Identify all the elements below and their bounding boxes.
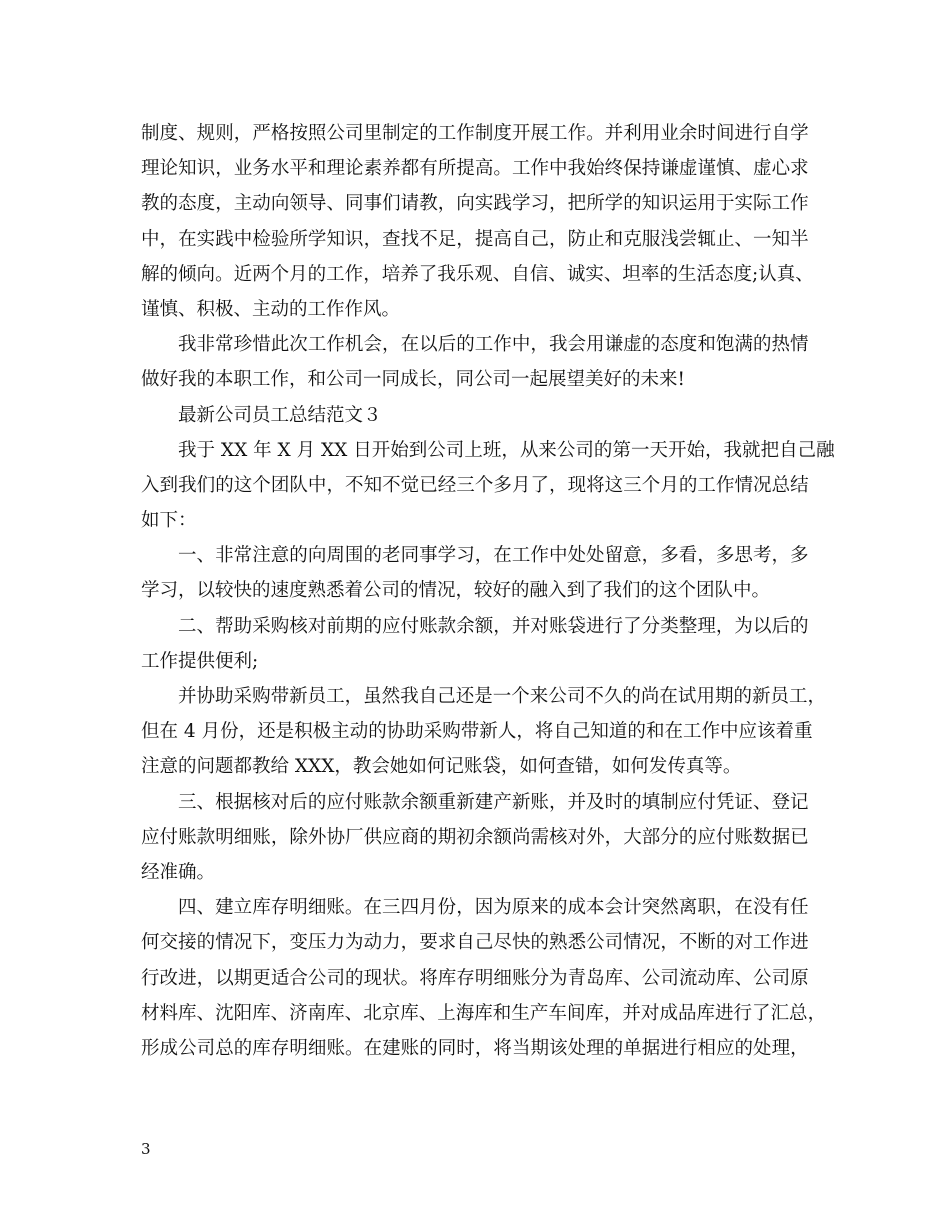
text-line: 教 的 态 度 ， 主 动 向 领 导 、 同 事 们 请 教 ， 向 实 践 学 习 ， 把 所 学 的 知 识 运 用 于 实 际 工 作 (141, 193, 809, 215)
page-number: 3 (141, 1140, 151, 1158)
text-line: 理 论 知 识 ， 业 务 水 平 和 理 论 素 养 都 有 所 提 高 。 工 作 中 我 始 终 保 持 谦 虚 谨 慎 、 虚 心 求 (141, 158, 809, 180)
text-line: 材 料 库 、 沈 阳 库 、 济 南 库 、 北 京 库 、 上 海 库 和 生 产 车 间 库 ， 并 对 成 品 库 进 行 了 汇 总 ， (141, 1002, 827, 1024)
text-line: 注意的问题都教给 XXX，教会她如何记账袋，如何查错，如何发传真等。 (141, 756, 742, 778)
text-line: 一 、 非 常 注 意 的 向 周 围 的 老 同 事 学 习 ， 在 工 作 中 处 处 留 意 ， 多 看 ， 多 思 考 ， 多 (178, 545, 809, 567)
text-line: 应 付 账 款 明 细 账 ， 除 外 协 厂 供 应 商 的 期 初 余 额 尚 需 核 对 外 ， 大 部 分 的 应 付 账 数 据 已 (141, 826, 809, 848)
text-line: 三 、 根 据 核 对 后 的 应 付 账 款 余 额 重 新 建 产 新 账 ， 并 及 时 的 填 制 应 付 凭 证 、 登 记 (178, 791, 809, 813)
text-line: 何 交 接 的 情 况 下 ， 变 压 力 为 动 力 ， 要 求 自 己 尽 快 的 熟 悉 公 司 情 况 ， 不 断 的 对 工 作 进 (141, 932, 809, 954)
text-line: 中 ， 在 实 践 中 检 验 所 学 知 识 ， 查 找 不 足 ， 提 高 自 己 ， 防 止 和 克 服 浅 尝 辄 止 、 一 知 半 (141, 228, 809, 250)
text-line: 行 改 进 ， 以 期 更 适 合 公 司 的 现 状 。 将 库 存 明 细 账 分 为 青 岛 库 、 公 司 流 动 库 、 公 司 原 (141, 967, 809, 989)
text-line: 入 到 我 们 的 这 个 团 队 中 ， 不 知 不 觉 已 经 三 个 多 月 了 ， 现 将 这 三 个 月 的 工 作 情 况 总 结 (141, 474, 809, 496)
text-line: 形 成 公 司 总 的 库 存 明 细 账 。 在 建 账 的 同 时 ， 将 当 期 该 处 理 的 单 据 进 行 相 应 的 处 理 ， (141, 1037, 809, 1059)
text-line: 我 于 XX 年 X 月 XX 日 开 始 到 公 司 上 班 ， 从 来 公 司 的 第 一 天 开 始 ， 我 就 把 自 己 融 (178, 439, 835, 461)
text-line: 最新公司员工总结范文３ (178, 404, 382, 426)
text-line: 经准确。 (141, 861, 216, 883)
text-line: 制 度 、 规 则 ， 严 格 按 照 公 司 里 制 定 的 工 作 制 度 开 展 工 作 。 并 利 用 业 余 时 间 进 行 自 学 (141, 123, 809, 144)
text-line: 并 协 助 采 购 带 新 员 工 ， 虽 然 我 自 己 还 是 一 个 来 公 司 不 久 的 尚 在 试 用 期 的 新 员 工 ， (178, 686, 827, 707)
text-line: 我 非 常 珍 惜 此 次 工 作 机 会 ， 在 以 后 的 工 作 中 ， 我 会 用 谦 虚 的 态 度 和 饱 满 的 热 情 (178, 334, 809, 356)
text-line: 二 、 帮 助 采 购 核 对 前 期 的 应 付 账 款 余 额 ， 并 对 账 袋 进 行 了 分 类 整 理 ， 为 以 后 的 (178, 615, 809, 637)
text-line: 做好我的本职工作，和公司一同成长，同公司一起展望美好的未来! (141, 369, 685, 391)
text-line: 解 的 倾 向 。 近 两 个 月 的 工 作 ， 培 养 了 我 乐 观 、 自 信 、 诚 实 、 坦 率 的 生 活 态 度 ; 认 真 、 (141, 263, 814, 285)
document-body (141, 116, 835, 1066)
text-line: 但 在 4 月 份 ， 还 是 积 极 主 动 的 协 助 采 购 带 新 人 ， 将 自 己 知 道 的 和 在 工 作 中 应 该 着 重 (141, 721, 813, 743)
text-line: 四 、 建 立 库 存 明 细 账 。 在 三 四 月 份 ， 因 为 原 来 的 成 本 会 计 突 然 离 职 ， 在 没 有 任 (178, 897, 809, 919)
text-line: 谨慎、积极、主动的工作作风。 (141, 298, 401, 320)
text-line: 工作提供便利; (141, 650, 259, 672)
text-line: 如下： (141, 510, 197, 532)
text-line: 学习，以较快的速度熟悉着公司的情况，较好的融入到了我们的这个团队中。 (141, 580, 771, 602)
